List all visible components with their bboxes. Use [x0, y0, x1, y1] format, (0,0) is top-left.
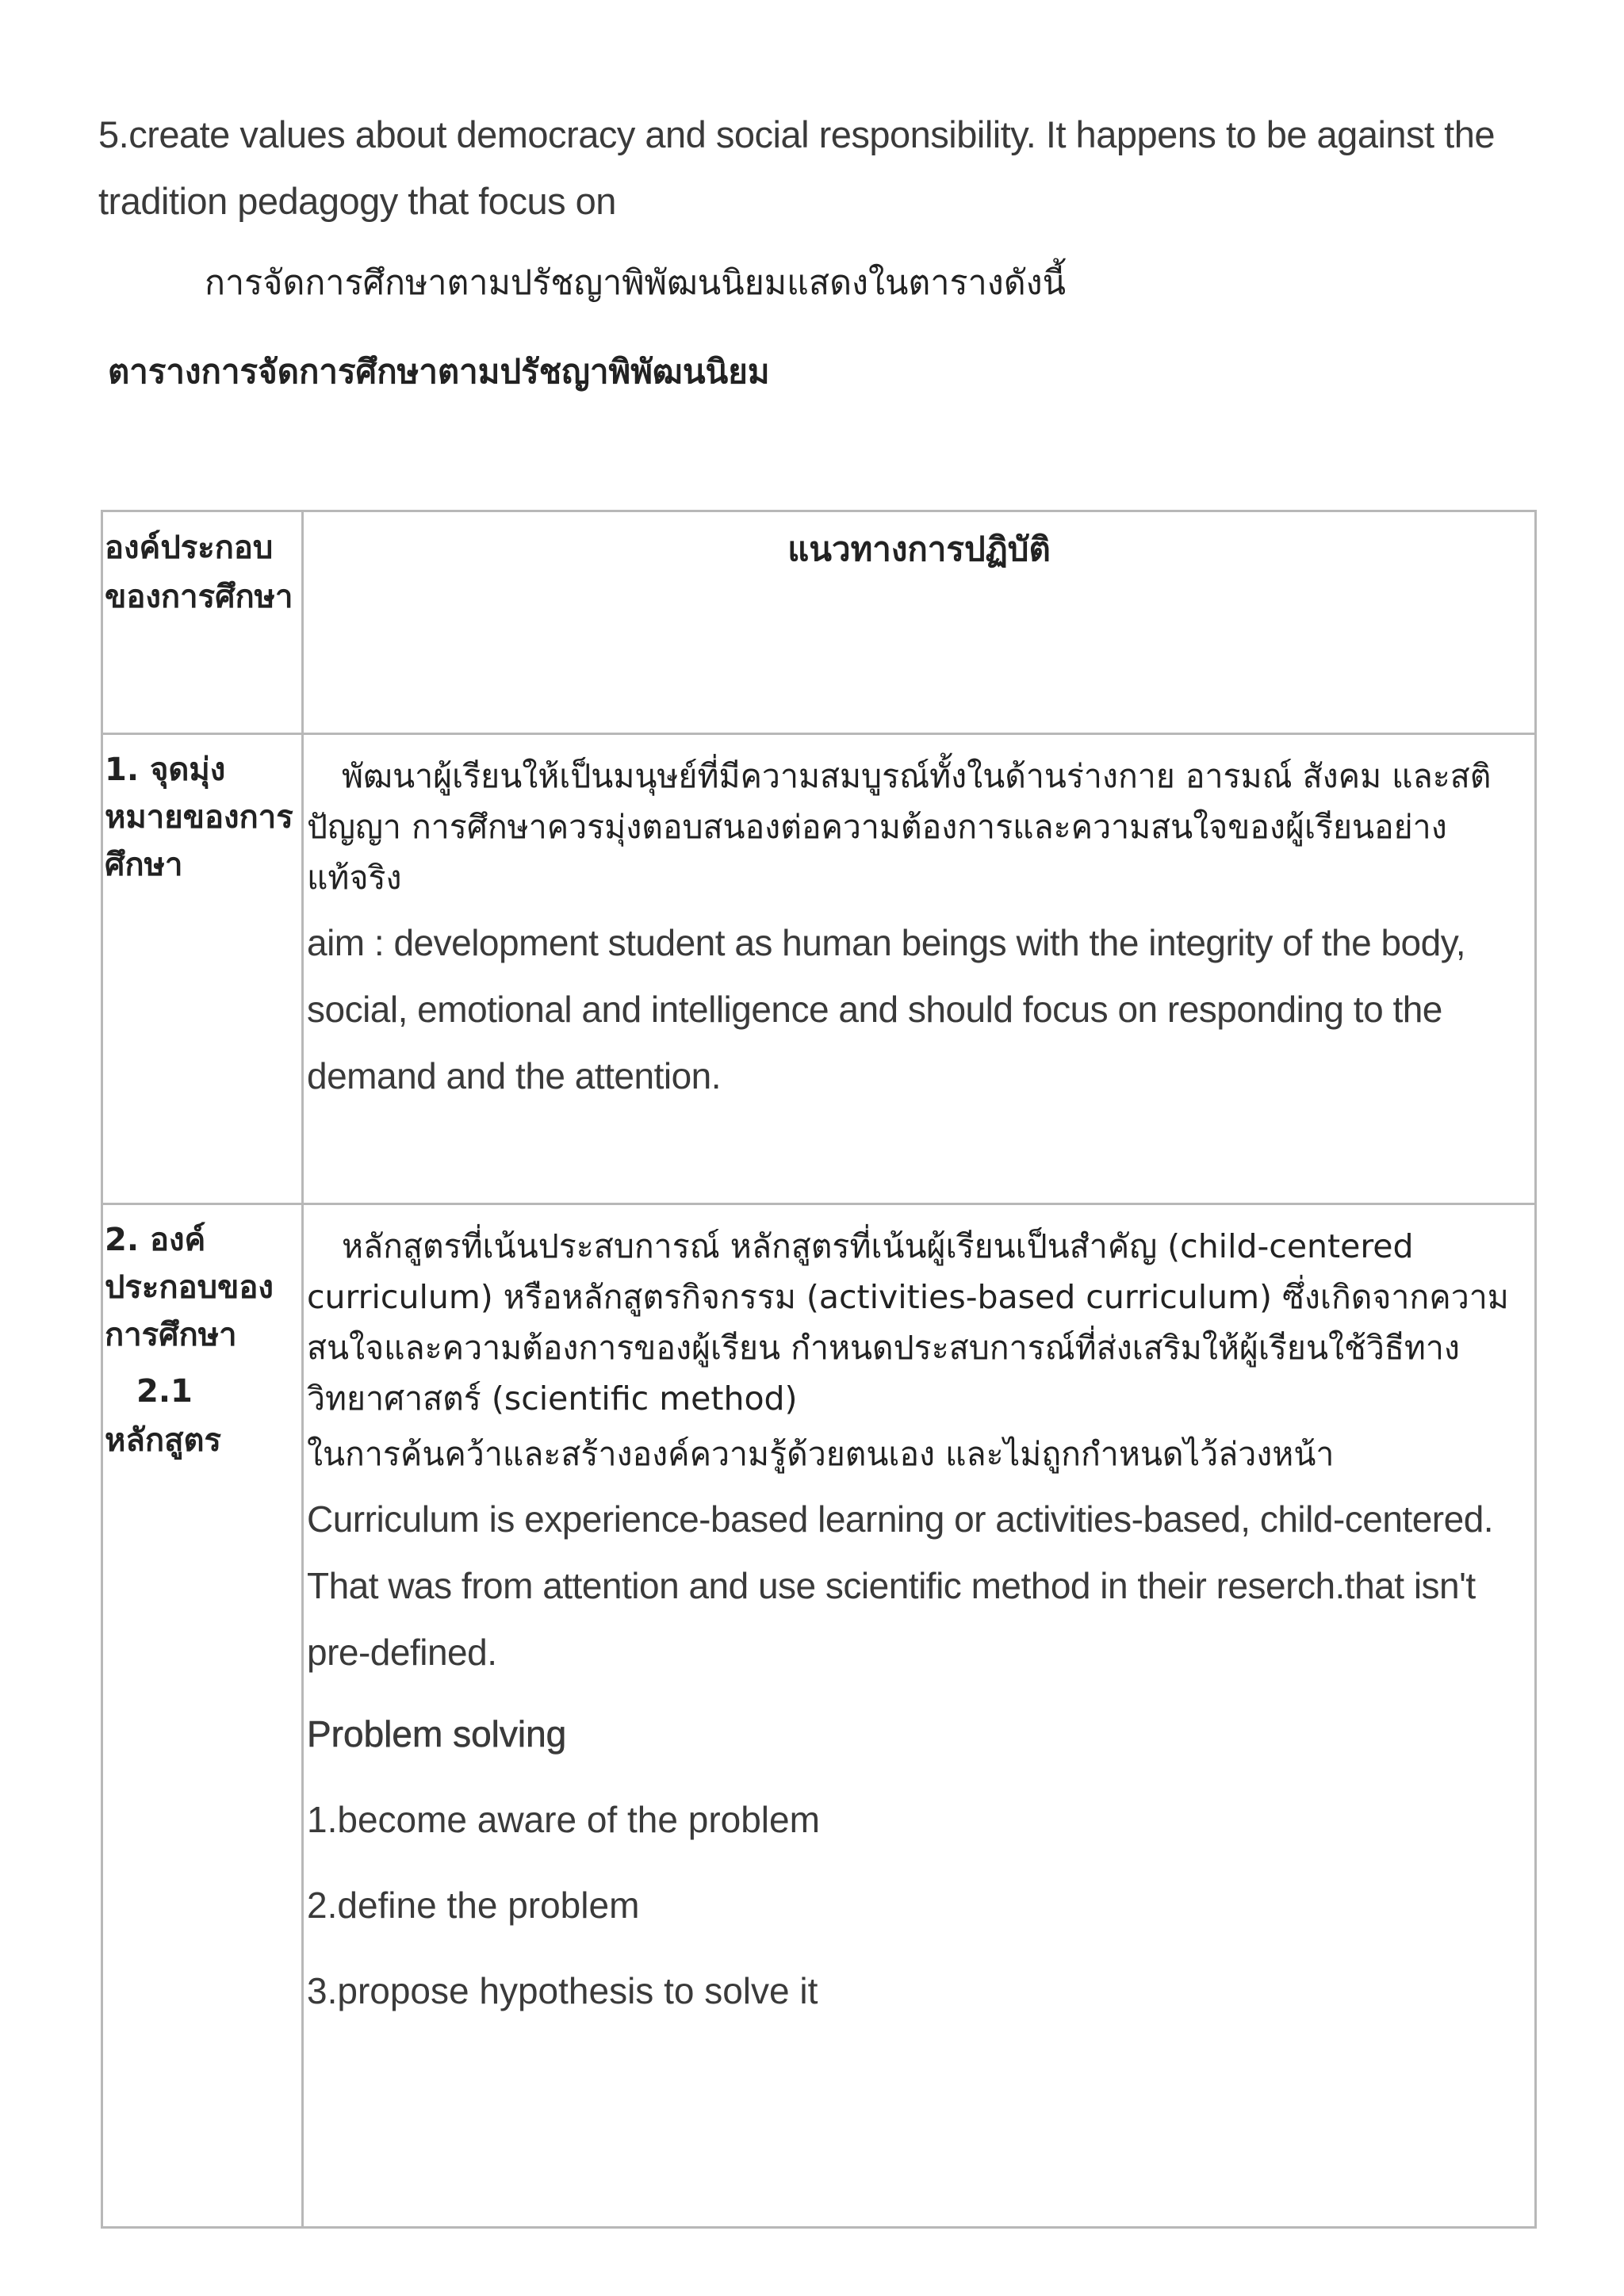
problem-step-2: 2.define the problem [307, 1885, 640, 1926]
row1-thai-text: พัฒนาผู้เรียนให้เป็นมนุษย์ที่มีความสมบูรณ์ทั้งในด้านร่างกาย อารมณ์ สังคม และสติปัญญา การศึกษาควรมุ่งตอบสนองต่อความต้องการและความสนใจของผู้เรียนอย่างแท้จริง [307, 757, 1492, 897]
row2-sub-label: 2.1 หลักสูตร [105, 1373, 221, 1459]
row1-label-cell [102, 734, 303, 1204]
row1-english-text: aim : development student as human beings with the integrity of the body, social, emotional and intelligence and should focus on responding to the demand and the attention. [307, 922, 1466, 1096]
header-component-label: องค์ประกอบของการศึกษา [105, 530, 293, 615]
header-practice-label: แนวทางการปฏิบัติ [787, 530, 1051, 568]
table-row [102, 1204, 1536, 2228]
table-header-row [102, 511, 1536, 734]
header-cell-practice [303, 511, 1536, 734]
problem-step-3: 3.propose hypothesis to solve it [307, 1970, 818, 2011]
row1-label: 1. จุดมุ่งหมายของการศึกษา [105, 752, 293, 883]
row2-english-text: Curriculum is experience-based learning or activities-based, child-centered. That was from attention and use scientific method in their reserch.that isn't pre-defined. [307, 1498, 1494, 1673]
table-title: ตารางการจัดการศึกษาตามปรัชญาพิพัฒนนิยม [108, 352, 770, 391]
philosophy-table [101, 510, 1537, 2229]
row2-thai-text-cont: ในการค้นคว้าและสร้างองค์ความรู้ด้วยตนเอง และไม่ถูกกำหนดไว้ล่วงหน้า [307, 1435, 1335, 1473]
row2-label-cell [102, 1204, 303, 2228]
row2-label: 2. องค์ประกอบของการศึกษา [105, 1222, 274, 1353]
intro-paragraph: 5.create values about democracy and social responsibility. It happens to be against the tradition pedagogy that focus on [98, 113, 1495, 222]
row1-content-cell [303, 734, 1536, 1204]
header-cell-component [102, 511, 303, 734]
row2-thai-text: หลักสูตรที่เน้นประสบการณ์ หลักสูตรที่เน้นผู้เรียนเป็นสำคัญ (child-centered curriculum) หรือหลักสูตรกิจกรรม (activities-based curriculum) ซึ่งเกิดจากความสนใจและความต้องการของผู้เรียน กำหนดประสบการณ์ที่ส่งเสริมให้ผู้เรียนใช้วิธีทางวิทยาศาสตร์ (scientific method) [307, 1227, 1509, 1418]
intro-thai-paragraph: การจัดการศึกษาตามปรัชญาพิพัฒนนิยมแสดงในตารางดังนี้ [205, 263, 1067, 303]
problem-solving-heading: Problem solving [307, 1713, 567, 1755]
table-row [102, 734, 1536, 1204]
problem-step-1: 1.become aware of the problem [307, 1799, 820, 1840]
row2-content-cell [303, 1204, 1536, 2228]
